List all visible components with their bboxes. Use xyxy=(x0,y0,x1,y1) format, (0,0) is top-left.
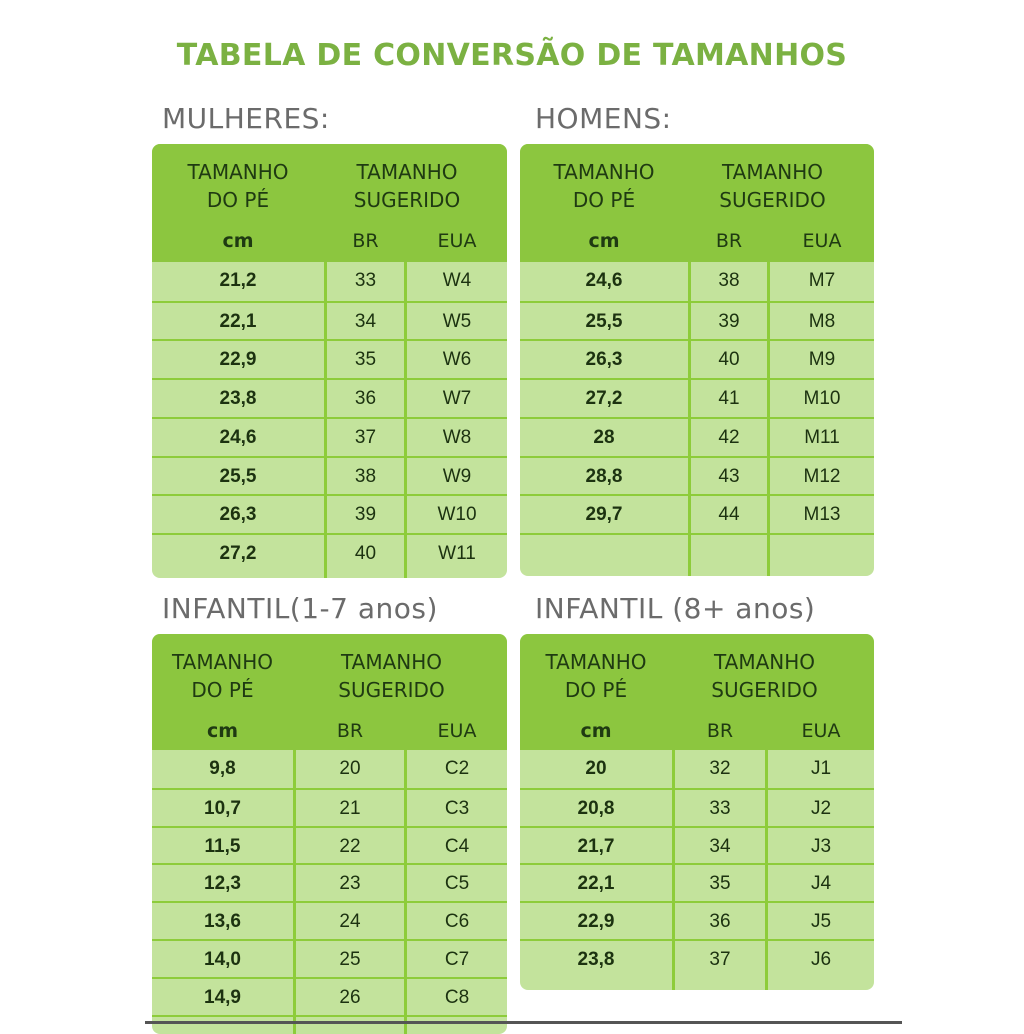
table-row xyxy=(152,339,507,379)
br-cell: 35 xyxy=(709,873,731,895)
table-header xyxy=(520,634,874,750)
suggested-size-header-line1: TAMANHO xyxy=(721,160,824,184)
eua-cell: M9 xyxy=(808,349,836,371)
table-row xyxy=(520,750,874,788)
table-row xyxy=(152,750,507,788)
eua-cell: W6 xyxy=(442,349,472,371)
br-cell: 39 xyxy=(718,310,740,332)
suggested-size-header-line2: SUGERIDO xyxy=(719,188,826,212)
br-column-header: BR xyxy=(352,230,379,252)
cm-cell: 20,8 xyxy=(577,797,615,819)
cm-cell: 22,1 xyxy=(219,310,257,332)
foot-size-header-line1: TAMANHO xyxy=(171,650,274,674)
table-row xyxy=(152,901,507,941)
eua-cell: C2 xyxy=(444,758,470,779)
table-header xyxy=(152,144,507,262)
eua-cell: W4 xyxy=(442,270,472,291)
table-body xyxy=(520,262,874,576)
eua-cell: C8 xyxy=(444,986,470,1008)
eua-cell: M11 xyxy=(804,426,840,448)
suggested-size-header-line2: SUGERIDO xyxy=(353,188,461,212)
cm-cell: 21,2 xyxy=(219,270,257,291)
suggested-size-header-line2: SUGERIDO xyxy=(711,678,818,702)
eua-column-header: EUA xyxy=(801,720,841,742)
cm-cell: 26,3 xyxy=(585,349,623,371)
eua-cell: J3 xyxy=(810,835,832,857)
cm-cell: 27,2 xyxy=(585,388,623,410)
table-header xyxy=(152,634,507,750)
foot-size-header-line2: DO PÉ xyxy=(572,188,636,212)
cm-cell: 26,3 xyxy=(219,504,257,526)
br-cell: 37 xyxy=(354,426,377,448)
cm-cell: 28,8 xyxy=(585,465,623,487)
eua-cell: C3 xyxy=(444,797,470,819)
cm-column-header: cm xyxy=(206,720,239,742)
table-body xyxy=(152,262,507,578)
table-row xyxy=(152,262,507,300)
table-row xyxy=(520,494,874,534)
suggested-size-header-line1: TAMANHO xyxy=(356,160,458,184)
eua-cell: W11 xyxy=(438,542,476,564)
br-cell: 40 xyxy=(718,349,740,371)
br-cell: 35 xyxy=(354,349,377,371)
foot-size-header-line2: DO PÉ xyxy=(564,678,628,702)
cm-cell: 21,7 xyxy=(577,835,615,857)
eua-cell: J1 xyxy=(810,758,832,779)
table-row xyxy=(520,939,874,979)
eua-cell: J2 xyxy=(810,797,832,819)
table-row xyxy=(152,826,507,866)
br-cell: 36 xyxy=(354,388,377,410)
foot-size-header-line1: TAMANHO xyxy=(187,160,289,184)
br-cell: 32 xyxy=(709,758,731,779)
cm-cell: 24,6 xyxy=(585,270,623,291)
br-cell: 34 xyxy=(709,835,731,857)
br-cell: 42 xyxy=(718,426,740,448)
eua-cell: C4 xyxy=(444,835,470,857)
br-cell: 41 xyxy=(718,388,740,410)
cm-cell: 20 xyxy=(585,758,607,779)
br-cell: 25 xyxy=(339,949,361,970)
cm-cell: 14,9 xyxy=(204,986,241,1008)
table-row xyxy=(152,456,507,496)
kids-small-size-table xyxy=(152,634,507,1034)
table-row xyxy=(152,939,507,979)
br-cell: 40 xyxy=(354,542,377,564)
br-column-header: BR xyxy=(706,720,734,742)
eua-cell: C6 xyxy=(444,911,470,933)
cm-cell: 27,2 xyxy=(219,542,257,564)
eua-cell: W7 xyxy=(442,388,472,410)
foot-size-header-line2: DO PÉ xyxy=(191,678,254,702)
kids-small-label: INFANTIL(1-7 anos) xyxy=(162,592,438,625)
kids-big-size-table xyxy=(520,634,874,990)
cm-column-header: cm xyxy=(580,720,612,742)
eua-column-header: EUA xyxy=(437,230,477,252)
cm-column-header: cm xyxy=(222,230,254,252)
br-cell: 20 xyxy=(339,758,361,779)
women-size-table xyxy=(152,144,507,578)
cm-cell: 25,5 xyxy=(219,465,257,487)
table-header xyxy=(520,144,874,262)
cm-cell: 13,6 xyxy=(204,911,241,933)
table-row xyxy=(520,339,874,379)
eua-cell: M7 xyxy=(808,270,836,291)
br-cell: 23 xyxy=(339,873,361,895)
table-row xyxy=(520,417,874,457)
cm-cell: 23,8 xyxy=(219,388,257,410)
foot-size-header-line1: TAMANHO xyxy=(553,160,655,184)
table-row xyxy=(152,301,507,341)
cm-cell: 22,9 xyxy=(219,349,257,371)
cm-cell: 11,5 xyxy=(204,835,241,857)
men-label: HOMENS: xyxy=(535,102,672,135)
br-cell: 37 xyxy=(709,949,731,970)
eua-cell: W9 xyxy=(442,465,472,487)
table-row xyxy=(520,378,874,418)
br-column-header: BR xyxy=(715,230,743,252)
cm-cell: 25,5 xyxy=(585,310,623,332)
eua-cell: J6 xyxy=(810,949,832,970)
cm-cell: 24,6 xyxy=(219,426,257,448)
table-row xyxy=(520,901,874,941)
foot-size-header-line2: DO PÉ xyxy=(206,188,270,212)
table-row xyxy=(520,301,874,341)
cm-cell: 22,9 xyxy=(577,911,615,933)
eua-cell: C7 xyxy=(444,949,470,970)
cm-cell: 22,1 xyxy=(577,873,615,895)
empty-row xyxy=(152,1015,507,1034)
kids-big-label: INFANTIL (8+ anos) xyxy=(535,592,816,625)
cm-cell: 23,8 xyxy=(577,949,615,970)
cm-cell: 28 xyxy=(593,426,615,448)
men-size-table xyxy=(520,144,874,576)
eua-cell: M13 xyxy=(803,504,841,526)
table-body xyxy=(520,750,874,990)
cm-cell: 10,7 xyxy=(204,797,241,819)
cm-cell: 14,0 xyxy=(204,949,241,970)
br-cell: 39 xyxy=(354,504,377,526)
table-row xyxy=(152,788,507,828)
eua-cell: W10 xyxy=(437,504,477,526)
women-label: MULHERES: xyxy=(162,102,330,135)
eua-cell: C5 xyxy=(444,873,470,895)
page-title: TABELA DE CONVERSÃO DE TAMANHOS xyxy=(176,38,848,73)
br-cell: 33 xyxy=(354,270,377,291)
suggested-size-header-line1: TAMANHO xyxy=(713,650,816,674)
eua-cell: J4 xyxy=(810,873,832,895)
table-row xyxy=(520,456,874,496)
cm-column-header: cm xyxy=(588,230,620,252)
table-row xyxy=(152,863,507,903)
br-cell: 21 xyxy=(339,797,361,819)
suggested-size-header-line2: SUGERIDO xyxy=(338,678,445,702)
cm-cell: 9,8 xyxy=(209,758,236,779)
br-cell: 24 xyxy=(339,911,361,933)
br-cell: 22 xyxy=(339,835,361,857)
table-row xyxy=(520,863,874,903)
eua-cell: W8 xyxy=(442,426,472,448)
table-row xyxy=(152,494,507,534)
cm-cell: 29,7 xyxy=(585,504,623,526)
cm-cell: 12,3 xyxy=(204,873,241,895)
table-row xyxy=(520,262,874,300)
table-body xyxy=(152,750,507,1034)
table-row xyxy=(152,378,507,418)
br-cell: 38 xyxy=(718,270,740,291)
br-cell: 44 xyxy=(718,504,740,526)
table-row xyxy=(152,417,507,457)
br-cell: 43 xyxy=(718,465,740,487)
br-column-header: BR xyxy=(336,720,364,742)
br-cell: 26 xyxy=(339,986,361,1008)
eua-column-header: EUA xyxy=(802,230,842,252)
eua-cell: J5 xyxy=(810,911,832,933)
eua-column-header: EUA xyxy=(437,720,477,742)
eua-cell: M10 xyxy=(803,388,841,410)
eua-cell: M12 xyxy=(803,465,841,487)
br-cell: 38 xyxy=(354,465,377,487)
br-cell: 33 xyxy=(709,797,731,819)
empty-row xyxy=(520,533,874,573)
table-row xyxy=(520,826,874,866)
table-row xyxy=(520,788,874,828)
br-cell: 34 xyxy=(354,310,377,332)
foot-size-header-line1: TAMANHO xyxy=(545,650,647,674)
eua-cell: W5 xyxy=(442,310,472,332)
eua-cell: M8 xyxy=(808,310,836,332)
table-row xyxy=(152,533,507,573)
table-row xyxy=(152,977,507,1017)
suggested-size-header-line1: TAMANHO xyxy=(340,650,443,674)
br-cell: 36 xyxy=(709,911,731,933)
